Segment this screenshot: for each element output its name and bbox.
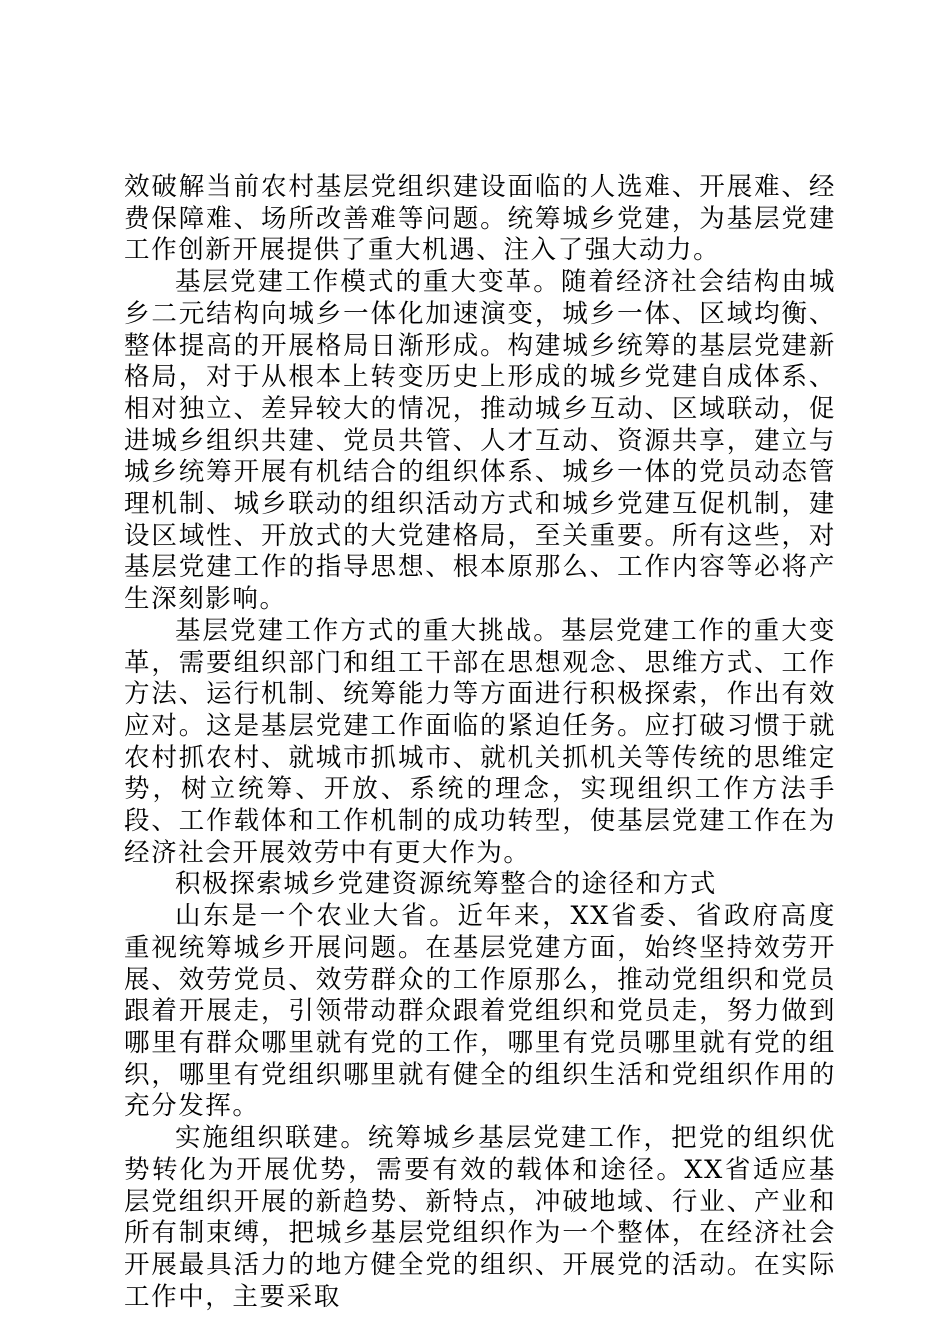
paragraph-2: 基层党建工作模式的重大变革。随着经济社会结构由城乡二元结构向城乡一体化加速演变，城乡一体、区域均衡、整体提高的开展格局日渐形成。构建城乡统筹的基层党建新格局，对于从根本上转变历史上形成的城乡党建自成体系、相对独立、差异较大的情况，推动城乡互动、区域联动，促进城乡组织共建、党员共管、人才互动、资源共享，建立与城乡统筹开展有机结合的组织体系、城乡一体的党员动态管理机制、城乡联动的组织活动方式和城乡党建互促机制，建设区域性、开放式的大党建格局，至关重要。所有这些，对基层党建工作的指导思想、根本原那么、工作内容等必将产生深刻影响。	[124, 267, 836, 615]
paragraph-5: 实施组织联建。统筹城乡基层党建工作，把党的组织优势转化为开展优势，需要有效的载体和途径。XX省适应基层党组织开展的新趋势、新特点，冲破地域、行业、产业和所有制束缚，把城乡基层党组织作为一个整体，在经济社会开展最具活力的地方健全党的组织、开展党的活动。在实际工作中，主要采取	[124, 1123, 836, 1312]
section-heading: 积极探索城乡党建资源统筹整合的途径和方式	[175, 869, 718, 900]
paragraph-1: 效破解当前农村基层党组织建设面临的人选难、开展难、经费保障难、场所改善难等问题。统筹城乡党建，为基层党建工作创新开展提供了重大机遇、注入了强大动力。	[124, 172, 836, 266]
paragraph-3: 基层党建工作方式的重大挑战。基层党建工作的重大变革，需要组织部门和组工干部在思想观念、思维方式、工作方法、运行机制、统筹能力等方面进行积极探索，作出有效应对。这是基层党建工作面临的紧迫任务。应打破习惯于就农村抓农村、就城市抓城市、就机关抓机关等传统的思维定势，树立统筹、开放、系统的理念，实现组织工作方法手段、工作载体和工作机制的成功转型，使基层党建工作在为经济社会开展效劳中有更大作为。	[124, 615, 836, 868]
document-body	[124, 172, 836, 1313]
paragraph-4: 山东是一个农业大省。近年来，XX省委、省政府高度重视统筹城乡开展问题。在基层党建方面，始终坚持效劳开展、效劳党员、效劳群众的工作原那么，推动党组织和党员跟着开展走，引领带动群众跟着党组织和党员走，努力做到哪里有群众哪里就有党的工作，哪里有党员哪里就有党的组织，哪里有党组织哪里就有健全的组织生活和党组织作用的充分发挥。	[124, 901, 836, 1122]
